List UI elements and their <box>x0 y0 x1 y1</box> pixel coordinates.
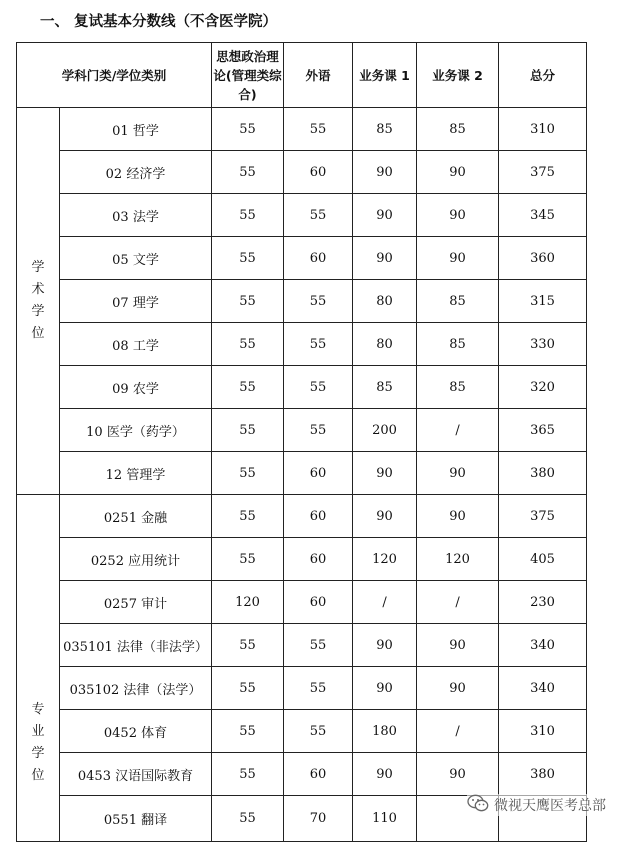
row-name: 10 医学（药学） <box>60 409 212 452</box>
course1-score: 90 <box>353 667 417 710</box>
header-category: 学科门类/学位类别 <box>17 43 212 108</box>
total-score: 405 <box>499 538 587 581</box>
foreign-score: 60 <box>284 538 353 581</box>
politics-score: 55 <box>212 495 284 538</box>
professional-degree-group <box>17 495 587 842</box>
course1-score: 90 <box>353 624 417 667</box>
course2-score: 85 <box>417 280 499 323</box>
politics-score: 55 <box>212 452 284 495</box>
group-label-academic: 学术学位 <box>17 108 60 495</box>
course1-score: 85 <box>353 366 417 409</box>
header-politics: 思想政治理论(管理类综合) <box>212 43 284 108</box>
course2-score: 90 <box>417 237 499 280</box>
course2-score: 85 <box>417 323 499 366</box>
row-name: 12 管理学 <box>60 452 212 495</box>
header-course-2: 业务课 2 <box>417 43 499 108</box>
table-row <box>17 753 587 796</box>
course1-score: 90 <box>353 151 417 194</box>
course2-score: 85 <box>417 108 499 151</box>
politics-score: 55 <box>212 280 284 323</box>
table-row <box>17 194 587 237</box>
table-row <box>17 710 587 753</box>
table-row <box>17 624 587 667</box>
foreign-score: 55 <box>284 194 353 237</box>
table-row <box>17 237 587 280</box>
politics-score: 55 <box>212 624 284 667</box>
course1-score: 200 <box>353 409 417 452</box>
total-score: 320 <box>499 366 587 409</box>
course1-score: 80 <box>353 323 417 366</box>
row-name: 01 哲学 <box>60 108 212 151</box>
row-name: 035101 法律（非法学） <box>60 624 212 667</box>
foreign-score: 70 <box>284 796 353 842</box>
course1-score: 90 <box>353 194 417 237</box>
row-name: 08 工学 <box>60 323 212 366</box>
course2-score: 90 <box>417 452 499 495</box>
row-name: 0252 应用统计 <box>60 538 212 581</box>
total-score: 380 <box>499 452 587 495</box>
group-label-professional: 专业学位 <box>17 495 60 842</box>
row-name: 0452 体育 <box>60 710 212 753</box>
total-score: 345 <box>499 194 587 237</box>
academic-degree-group <box>17 108 587 495</box>
politics-score: 55 <box>212 323 284 366</box>
table-row <box>17 538 587 581</box>
course1-score: 90 <box>353 237 417 280</box>
row-name: 02 经济学 <box>60 151 212 194</box>
foreign-score: 60 <box>284 452 353 495</box>
foreign-score: 55 <box>284 323 353 366</box>
table-row <box>17 581 587 624</box>
table-row <box>17 495 587 538</box>
total-score: 340 <box>499 667 587 710</box>
foreign-score: 55 <box>284 710 353 753</box>
politics-score: 55 <box>212 796 284 842</box>
foreign-score: 55 <box>284 624 353 667</box>
watermark <box>467 794 606 816</box>
total-score: 340 <box>499 624 587 667</box>
course2-score: / <box>417 581 499 624</box>
watermark-text: 微视天鹰医考总部 <box>494 798 606 814</box>
course2-score: 120 <box>417 538 499 581</box>
foreign-score: 60 <box>284 581 353 624</box>
course2-score: 90 <box>417 194 499 237</box>
politics-score: 55 <box>212 194 284 237</box>
table-row <box>17 409 587 452</box>
row-name: 0257 审计 <box>60 581 212 624</box>
total-score: 315 <box>499 280 587 323</box>
course1-score: 110 <box>353 796 417 842</box>
course1-score: 120 <box>353 538 417 581</box>
course1-score: 180 <box>353 710 417 753</box>
row-name: 09 农学 <box>60 366 212 409</box>
score-table <box>16 42 587 842</box>
course2-score: 85 <box>417 366 499 409</box>
foreign-score: 60 <box>284 237 353 280</box>
politics-score: 55 <box>212 710 284 753</box>
course1-score: 90 <box>353 495 417 538</box>
course2-score: 90 <box>417 667 499 710</box>
foreign-score: 60 <box>284 151 353 194</box>
course2-score: 90 <box>417 624 499 667</box>
politics-score: 55 <box>212 409 284 452</box>
foreign-score: 60 <box>284 753 353 796</box>
row-name: 05 文学 <box>60 237 212 280</box>
politics-score: 55 <box>212 667 284 710</box>
foreign-score: 55 <box>284 280 353 323</box>
total-score: 360 <box>499 237 587 280</box>
header-foreign-language: 外语 <box>284 43 353 108</box>
row-name: 035102 法律（法学） <box>60 667 212 710</box>
table-row <box>17 108 587 151</box>
course2-score: 90 <box>417 495 499 538</box>
politics-score: 120 <box>212 581 284 624</box>
header-total: 总分 <box>499 43 587 108</box>
foreign-score: 55 <box>284 667 353 710</box>
row-name: 0551 翻译 <box>60 796 212 842</box>
total-score: 375 <box>499 495 587 538</box>
course1-score: 85 <box>353 108 417 151</box>
course2-score: 90 <box>417 753 499 796</box>
course1-score: 90 <box>353 452 417 495</box>
total-score: 380 <box>499 753 587 796</box>
course2-score: 90 <box>417 151 499 194</box>
total-score: 310 <box>499 108 587 151</box>
row-name: 0251 金融 <box>60 495 212 538</box>
row-name: 03 法学 <box>60 194 212 237</box>
header-course-1: 业务课 1 <box>353 43 417 108</box>
total-score: 230 <box>499 581 587 624</box>
table-row <box>17 151 587 194</box>
wechat-icon <box>467 794 489 816</box>
course2-score: / <box>417 409 499 452</box>
total-score: 365 <box>499 409 587 452</box>
table-row <box>17 366 587 409</box>
foreign-score: 60 <box>284 495 353 538</box>
course1-score: 80 <box>353 280 417 323</box>
table-row <box>17 667 587 710</box>
politics-score: 55 <box>212 108 284 151</box>
row-name: 0453 汉语国际教育 <box>60 753 212 796</box>
table-row <box>17 280 587 323</box>
row-name: 07 理学 <box>60 280 212 323</box>
course1-score: / <box>353 581 417 624</box>
course1-score: 90 <box>353 753 417 796</box>
table-header-row <box>17 43 587 108</box>
course2-score: / <box>417 710 499 753</box>
total-score: 375 <box>499 151 587 194</box>
foreign-score: 55 <box>284 409 353 452</box>
table-row <box>17 323 587 366</box>
politics-score: 55 <box>212 151 284 194</box>
politics-score: 55 <box>212 237 284 280</box>
politics-score: 55 <box>212 366 284 409</box>
table-row <box>17 452 587 495</box>
total-score: 330 <box>499 323 587 366</box>
politics-score: 55 <box>212 538 284 581</box>
foreign-score: 55 <box>284 108 353 151</box>
foreign-score: 55 <box>284 366 353 409</box>
total-score: 310 <box>499 710 587 753</box>
politics-score: 55 <box>212 753 284 796</box>
section-heading: 一、 复试基本分数线（不含医学院） <box>40 14 278 30</box>
